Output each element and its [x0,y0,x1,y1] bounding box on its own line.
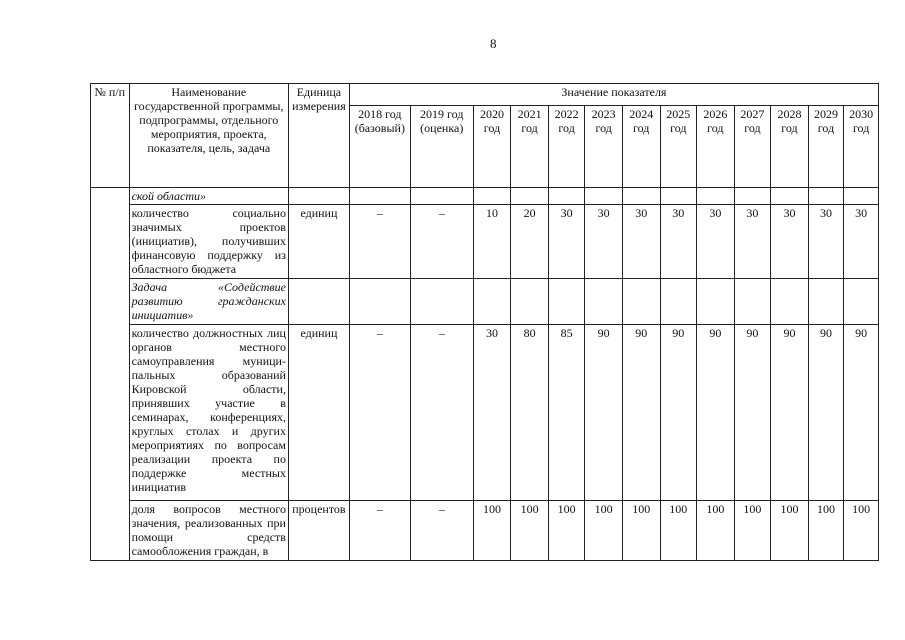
year-header-cell: 2029 год [808,106,844,188]
value-cell: 100 [622,501,660,561]
value-cell [697,279,735,325]
value-cell: 30 [473,325,511,501]
value-cell [660,188,697,205]
table-body [91,188,879,561]
row-unit: процентов [288,501,349,561]
header-row-number: № п/п [91,84,130,188]
table-row [91,205,879,279]
value-cell: 30 [660,205,697,279]
value-cell [734,188,771,205]
value-cell [808,279,844,325]
value-cell [771,188,809,205]
value-cell: – [349,325,410,501]
value-cell: 90 [660,325,697,501]
value-cell [734,279,771,325]
table-row [91,279,879,325]
value-cell [844,279,879,325]
year-header-cell: 2022 год [548,106,585,188]
header-name: Наименование государственной программы, подпрограммы, отдельного мероприятия, проекта, показателя, цель, задача [129,84,288,188]
row-unit [288,188,349,205]
value-cell [473,279,511,325]
value-cell: 30 [585,205,623,279]
row-number-cell [91,188,130,561]
value-cell [585,279,623,325]
table-row [91,501,879,561]
value-cell [622,279,660,325]
row-unit [288,279,349,325]
row-name: Задача «Содействие развитию гражданских инициатив» [129,279,288,325]
value-cell: 80 [511,325,549,501]
value-cell: 90 [734,325,771,501]
value-cell: 10 [473,205,511,279]
value-cell: 90 [585,325,623,501]
value-cell: – [410,501,473,561]
year-header-cell: 2027 год [734,106,771,188]
value-cell: 100 [585,501,623,561]
value-cell: 90 [844,325,879,501]
value-cell: 100 [548,501,585,561]
row-name: ской области» [129,188,288,205]
value-cell: 100 [771,501,809,561]
value-cell: 90 [697,325,735,501]
value-cell [349,188,410,205]
value-cell: 30 [548,205,585,279]
value-cell [410,188,473,205]
value-cell: 90 [808,325,844,501]
year-header-cell: 2020 год [473,106,511,188]
value-cell: 30 [697,205,735,279]
row-name: количество социально значимых проектов (инициатив), получивших финансовую поддержку из областного бюджета [129,205,288,279]
value-cell [511,279,549,325]
year-header-cell: 2030 год [844,106,879,188]
value-cell: 30 [771,205,809,279]
value-cell: – [349,501,410,561]
value-cell [473,188,511,205]
year-header-cell: 2024 год [622,106,660,188]
value-cell [660,279,697,325]
year-header-cell: 2019 год (оценка) [410,106,473,188]
value-cell [511,188,549,205]
year-header-cell: 2018 год (базовый) [349,106,410,188]
row-name: доля вопросов местного значения, реализованных при помощи средств самообложения граждан, в [129,501,288,561]
value-cell: 90 [622,325,660,501]
year-header-cell: 2028 год [771,106,809,188]
value-cell [548,188,585,205]
value-cell: 100 [473,501,511,561]
year-header-cell: 2025 год [660,106,697,188]
year-header-cell: 2023 год [585,106,623,188]
value-cell: – [349,205,410,279]
header-indicator-value: Значение показателя [349,84,878,106]
value-cell [349,279,410,325]
value-cell: 20 [511,205,549,279]
value-cell: 30 [844,205,879,279]
value-cell: 100 [697,501,735,561]
row-unit: единиц [288,325,349,501]
value-cell: 30 [734,205,771,279]
row-name: количество должностных лиц органов местного самоуправления муници-пальных образований Кировской области, принявших участие в семинарах, конференциях, круглых столах и других мероприятиях по вопросам реализации проекта по поддержке местных инициатив [129,325,288,501]
value-cell: 100 [808,501,844,561]
value-cell: – [410,205,473,279]
header-unit: Единица измерения [288,84,349,188]
value-cell: 100 [844,501,879,561]
value-cell: 100 [511,501,549,561]
value-cell: – [410,325,473,501]
value-cell [585,188,623,205]
value-cell: 100 [734,501,771,561]
value-cell [808,188,844,205]
value-cell [410,279,473,325]
value-cell: 30 [622,205,660,279]
value-cell: 100 [660,501,697,561]
year-header-cell: 2021 год [511,106,549,188]
value-cell [771,279,809,325]
value-cell: 90 [771,325,809,501]
value-cell [844,188,879,205]
indicator-table [90,83,879,561]
value-cell: 85 [548,325,585,501]
table-row [91,325,879,501]
year-header-cell: 2026 год [697,106,735,188]
value-cell [548,279,585,325]
row-unit: единиц [288,205,349,279]
value-cell [622,188,660,205]
table-row [91,188,879,205]
value-cell [697,188,735,205]
value-cell: 30 [808,205,844,279]
page-number: 8 [490,36,497,51]
